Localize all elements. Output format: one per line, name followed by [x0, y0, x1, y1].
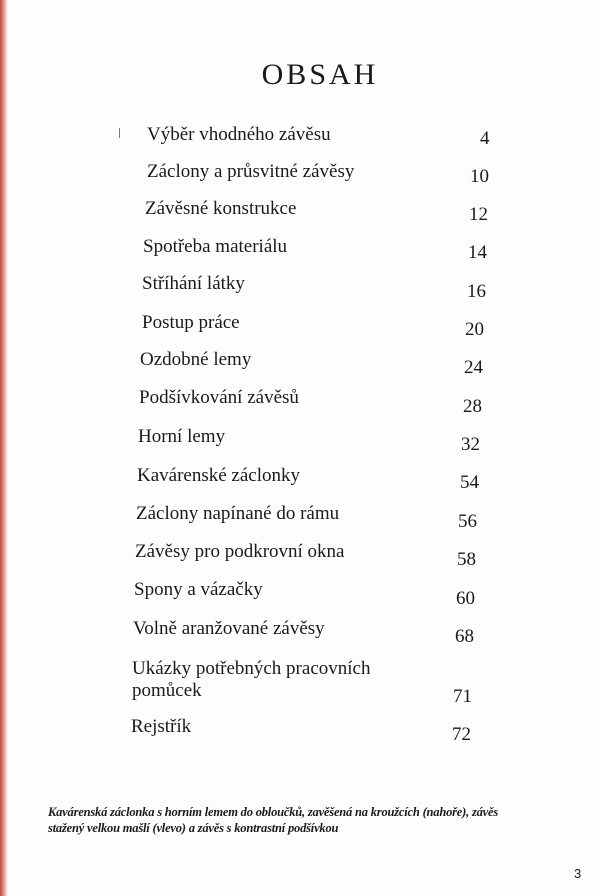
- toc-entry-page: 24: [464, 357, 483, 378]
- toc-entry-title: Rejstřík: [131, 716, 192, 737]
- toc-entry-page: 32: [461, 434, 480, 455]
- toc-entry-page: 10: [470, 166, 489, 187]
- scan-speck: [119, 128, 120, 138]
- caption-line: stažený velkou mašlí (vlevo) a závěs s kontrastní podšívkou: [48, 821, 339, 835]
- toc-entry-title: Závěsné konstrukce: [145, 198, 297, 219]
- toc-entry-page: 20: [465, 319, 484, 340]
- toc-entry-page: 71: [453, 686, 472, 707]
- toc-entry-title: Podšívkování závěsů: [139, 387, 299, 408]
- toc-entry-page: 60: [456, 588, 475, 609]
- toc-entry-page: 14: [468, 242, 487, 263]
- page-edge: [0, 0, 7, 896]
- toc-entry-title: Stříhání látky: [142, 273, 245, 294]
- toc-entry-title: Kavárenské záclonky: [137, 465, 301, 486]
- toc-entry-page: 16: [467, 281, 486, 302]
- photo-caption: [48, 804, 568, 836]
- toc-entry-title: Volně aranžované závěsy: [133, 618, 325, 639]
- toc-entry-title: Ukázky potřebných pracovních: [132, 658, 371, 679]
- toc-entry-page: 72: [452, 724, 471, 745]
- toc-entry-title: Spony a vázačky: [134, 579, 263, 600]
- toc-entry-title-continued: pomůcek: [132, 680, 202, 701]
- page-number: 3: [574, 866, 582, 881]
- toc-entry-title: Výběr vhodného závěsu: [147, 124, 331, 145]
- toc-entry-page: 12: [469, 204, 488, 225]
- caption-line: Kavárenská záclonka s horním lemem do obloučků, zavěšená na kroužcích (nahoře), závěs: [48, 805, 499, 819]
- toc-entry-title: Záclony napínané do rámu: [136, 503, 340, 524]
- toc-entry-page: 68: [455, 626, 474, 647]
- toc-entry-page: 54: [460, 472, 479, 493]
- toc-entry-title: Postup práce: [142, 312, 240, 333]
- toc-entry-page: 4: [480, 128, 490, 149]
- toc-entry-page: 28: [463, 396, 482, 417]
- toc-entry-title: Záclony a průsvitné závěsy: [147, 161, 355, 182]
- toc-entry-title: Horní lemy: [138, 426, 226, 447]
- page-title: OBSAH: [261, 58, 379, 91]
- toc-entry-title: Ozdobné lemy: [140, 349, 252, 370]
- toc-entry-title: Spotřeba materiálu: [143, 236, 288, 257]
- toc-entry-page: 56: [458, 511, 477, 532]
- toc-entry-page: 58: [457, 549, 476, 570]
- toc-entry-title: Závěsy pro podkrovní okna: [135, 541, 345, 562]
